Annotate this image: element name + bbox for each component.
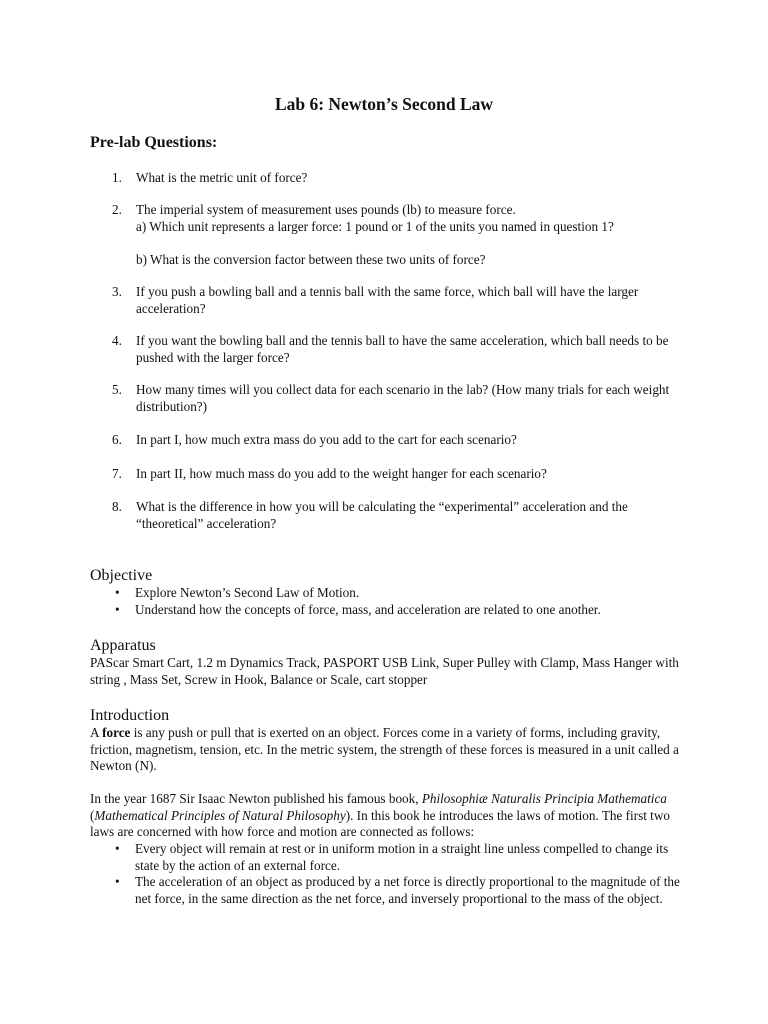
question-6 <box>112 432 692 449</box>
page-title: Lab 6: Newton’s Second Law <box>274 94 494 114</box>
list-item-text: The acceleration of an object as produced by a net force is directly proportional to the magnitude of the net force, in the same direction as the net force, and inversely proportional to the mass of the object. <box>135 874 680 906</box>
question-number: 2. <box>112 202 122 217</box>
question-2 <box>112 202 692 268</box>
list-item <box>90 602 690 619</box>
introduction-heading: Introduction <box>90 707 170 724</box>
question-2-part-a: a) Which unit represents a larger force: 1 pound or 1 of the units you named in question 1? <box>136 218 614 234</box>
list-item <box>90 874 690 907</box>
bullet-icon: • <box>115 585 120 600</box>
laws-list <box>90 841 690 907</box>
list-item-text: Explore Newton’s Second Law of Motion. <box>135 585 360 600</box>
prelab-heading: Pre-lab Questions: <box>90 134 218 151</box>
introduction-paragraph-2: In the year 1687 Sir Isaac Newton published his famous book, Philosophiæ Naturalis Principia Mathematica (Mathematical Principles of Natural Philosophy). In this book he introduces the laws of motion. The first two laws are concerned with how force and motion are connected as follows: <box>90 791 670 839</box>
question-number: 1. <box>112 170 122 185</box>
question-number: 3. <box>112 284 122 299</box>
objective-heading: Objective <box>90 567 153 584</box>
apparatus-heading: Apparatus <box>90 637 156 654</box>
question-text: If you want the bowling ball and the tennis ball to have the same acceleration, which ball needs to be pushed with the larger force? <box>136 333 669 365</box>
question-5 <box>112 382 692 415</box>
question-text: If you push a bowling ball and a tennis ball with the same force, which ball will have the larger acceleration? <box>136 284 639 316</box>
question-1 <box>112 170 692 187</box>
question-number: 6. <box>112 432 122 447</box>
book-title: Philosophiæ Naturalis Principia Mathematica <box>421 791 667 806</box>
book-title-translation: Mathematical Principles of Natural Philosophy <box>94 807 346 823</box>
objective-list <box>90 585 690 618</box>
term-force: force <box>102 725 131 740</box>
question-number: 8. <box>112 499 122 514</box>
question-text: In part II, how much mass do you add to the weight hanger for each scenario? <box>136 466 547 481</box>
question-8 <box>112 499 692 532</box>
question-text: In part I, how much extra mass do you add to the cart for each scenario? <box>136 432 517 447</box>
list-item-text: Every object will remain at rest or in uniform motion in a straight line unless compelled to change its state by the action of an external force. <box>135 841 669 873</box>
apparatus-text: PAScar Smart Cart, 1.2 m Dynamics Track, PASPORT USB Link, Super Pulley with Clamp, Mass Hanger with string , Mass Set, Screw in Hook, Balance or Scale, cart stopper <box>90 655 679 687</box>
question-text: What is the difference in how you will be calculating the “experimental” acceleration and the “theoretical” acceleration? <box>136 499 628 531</box>
bullet-icon: • <box>115 874 120 889</box>
bullet-icon: • <box>115 601 120 617</box>
list-item <box>90 585 690 602</box>
question-text: The imperial system of measurement uses pounds (lb) to measure force. <box>136 202 516 217</box>
list-item <box>90 841 690 874</box>
question-4 <box>112 333 692 366</box>
question-text: How many times will you collect data for each scenario in the lab? (How many trials for each weight distribution?) <box>136 382 670 414</box>
introduction-paragraph-1: A force is any push or pull that is exerted on an object. Forces come in a variety of forms, including gravity, friction, magnetism, tension, etc. In the metric system, the strength of these forces is measured in a unit called a Newton (N). <box>90 725 679 773</box>
question-7 <box>112 466 692 483</box>
question-number: 5. <box>112 382 122 397</box>
bullet-icon: • <box>115 841 120 856</box>
question-text: What is the metric unit of force? <box>136 170 308 185</box>
question-3 <box>112 284 692 317</box>
question-2-part-b: b) What is the conversion factor between these two units of force? <box>136 251 486 267</box>
question-number: 4. <box>112 333 122 348</box>
question-number: 7. <box>112 466 122 481</box>
list-item-text: Understand how the concepts of force, mass, and acceleration are related to one another. <box>135 601 601 617</box>
